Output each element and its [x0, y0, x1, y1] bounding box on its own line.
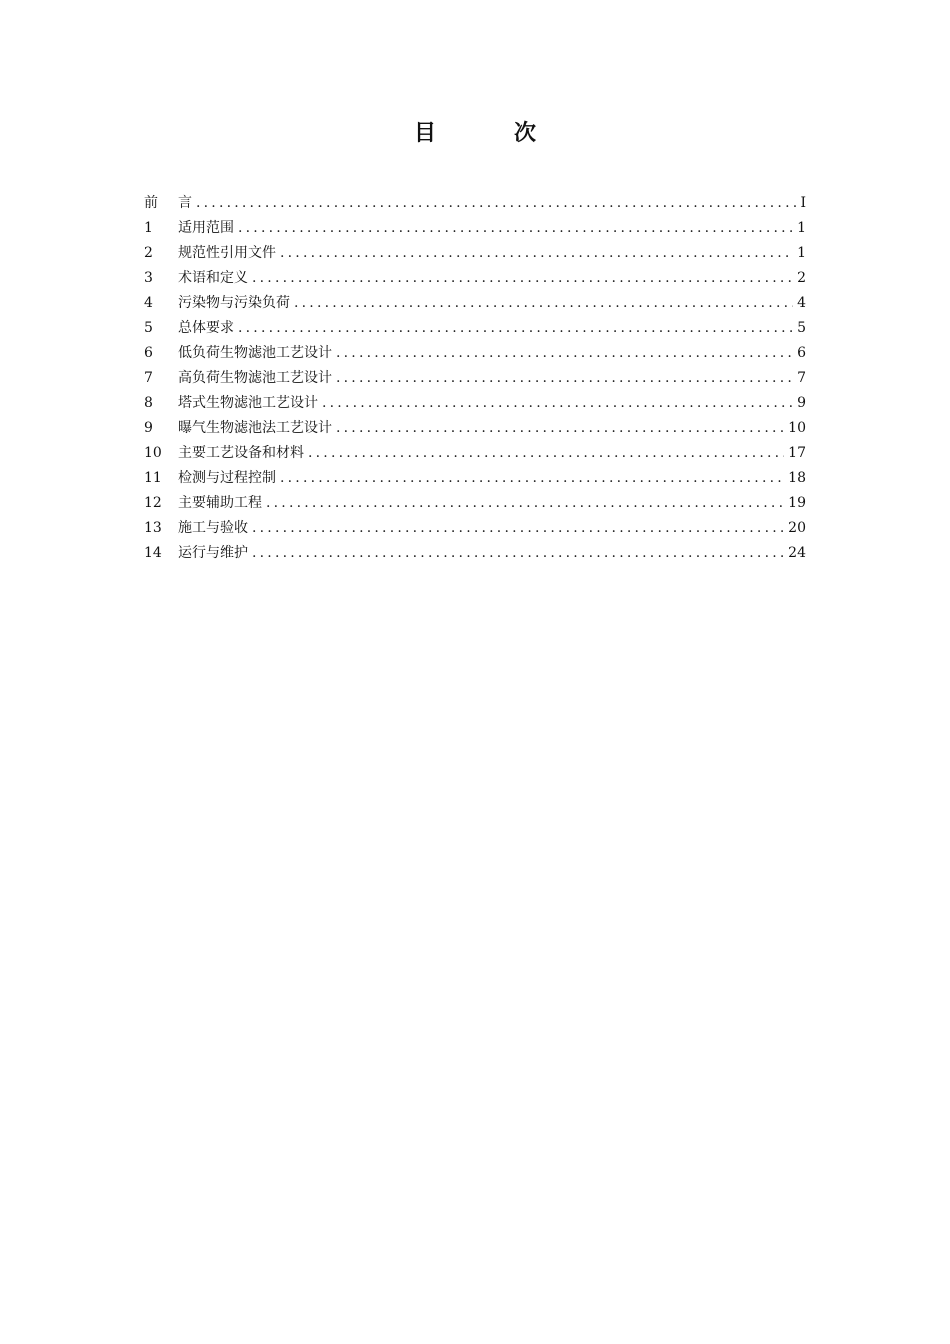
toc-entry-2[interactable]	[144, 241, 806, 266]
toc-entry-number: 2	[144, 245, 153, 261]
toc-entry-4[interactable]	[144, 291, 806, 316]
toc-dot-leader	[280, 241, 793, 266]
toc-entry-3[interactable]	[144, 266, 806, 291]
toc-entry-number: 13	[144, 520, 162, 536]
toc-entry-13[interactable]	[144, 516, 806, 541]
toc-entry-number: 10	[144, 445, 162, 461]
toc-entry-label: 运行与维护	[178, 545, 248, 561]
toc-dot-leader	[238, 216, 793, 241]
toc-entry-label: 塔式生物滤池工艺设计	[178, 395, 318, 411]
toc-entry-1[interactable]	[144, 216, 806, 241]
toc-entry-7[interactable]	[144, 366, 806, 391]
toc-entry-number: 14	[144, 545, 162, 561]
toc-entry-page: 1	[797, 220, 806, 236]
toc-entry-number: 6	[144, 345, 153, 361]
toc-list	[144, 191, 806, 566]
toc-entry-number: 5	[144, 320, 153, 336]
toc-entry-10[interactable]	[144, 441, 806, 466]
toc-entry-page: 24	[788, 545, 806, 561]
toc-entry-11[interactable]	[144, 466, 806, 491]
toc-dot-leader	[294, 291, 793, 316]
toc-dot-leader	[252, 516, 784, 541]
toc-dot-leader	[322, 391, 793, 416]
toc-title: 目 次	[413, 120, 564, 146]
toc-entry-page: 4	[797, 295, 806, 311]
toc-entry-label: 施工与验收	[178, 520, 248, 536]
toc-entry-9[interactable]	[144, 416, 806, 441]
toc-entry-page: I	[800, 195, 806, 211]
toc-entry-number: 8	[144, 395, 153, 411]
toc-entry-8[interactable]	[144, 391, 806, 416]
toc-entry-page: 1	[797, 245, 806, 261]
toc-entry-label: 主要辅助工程	[178, 495, 262, 511]
toc-entry-label: 主要工艺设备和材料	[178, 445, 304, 461]
toc-entry-12[interactable]	[144, 491, 806, 516]
toc-entry-page: 17	[788, 445, 806, 461]
toc-dot-leader	[238, 316, 793, 341]
toc-entry-label: 言	[178, 195, 192, 211]
toc-dot-leader	[252, 266, 793, 291]
toc-entry-page: 2	[797, 270, 806, 286]
toc-dot-leader	[336, 366, 793, 391]
toc-entry-page: 7	[797, 370, 806, 386]
toc-entry-label: 检测与过程控制	[178, 470, 276, 486]
toc-dot-leader	[308, 441, 784, 466]
toc-entry-14[interactable]	[144, 541, 806, 566]
toc-entry-label: 高负荷生物滤池工艺设计	[178, 370, 332, 386]
toc-entry-6[interactable]	[144, 341, 806, 366]
toc-entry-page: 9	[797, 395, 806, 411]
toc-entry-number: 9	[144, 420, 153, 436]
toc-entry-number: 11	[144, 470, 162, 486]
toc-dot-leader	[266, 491, 784, 516]
toc-entry-page: 5	[797, 320, 806, 336]
toc-entry-label: 总体要求	[178, 320, 234, 336]
toc-entry-label: 术语和定义	[178, 270, 248, 286]
toc-dot-leader	[336, 341, 793, 366]
toc-entry-number: 3	[144, 270, 153, 286]
toc-entry-label: 低负荷生物滤池工艺设计	[178, 345, 332, 361]
toc-dot-leader	[336, 416, 784, 441]
toc-dot-leader	[252, 541, 784, 566]
toc-entry-label: 规范性引用文件	[178, 245, 276, 261]
toc-dot-leader	[196, 191, 796, 216]
toc-entry-label: 适用范围	[178, 220, 234, 236]
toc-entry-number: 1	[144, 220, 153, 236]
toc-entry-number: 4	[144, 295, 153, 311]
toc-entry-number: 12	[144, 495, 162, 511]
toc-dot-leader	[280, 466, 784, 491]
toc-entry-5[interactable]	[144, 316, 806, 341]
toc-entry-page: 10	[788, 420, 806, 436]
toc-entry-number: 前	[144, 195, 158, 211]
toc-entry-page: 6	[797, 345, 806, 361]
toc-entry-label: 污染物与污染负荷	[178, 295, 290, 311]
toc-entry-preface[interactable]	[144, 191, 806, 216]
toc-entry-label: 曝气生物滤池法工艺设计	[178, 420, 332, 436]
toc-entry-page: 20	[788, 520, 806, 536]
toc-entry-page: 18	[788, 470, 806, 486]
toc-entry-page: 19	[788, 495, 806, 511]
toc-entry-number: 7	[144, 370, 153, 386]
